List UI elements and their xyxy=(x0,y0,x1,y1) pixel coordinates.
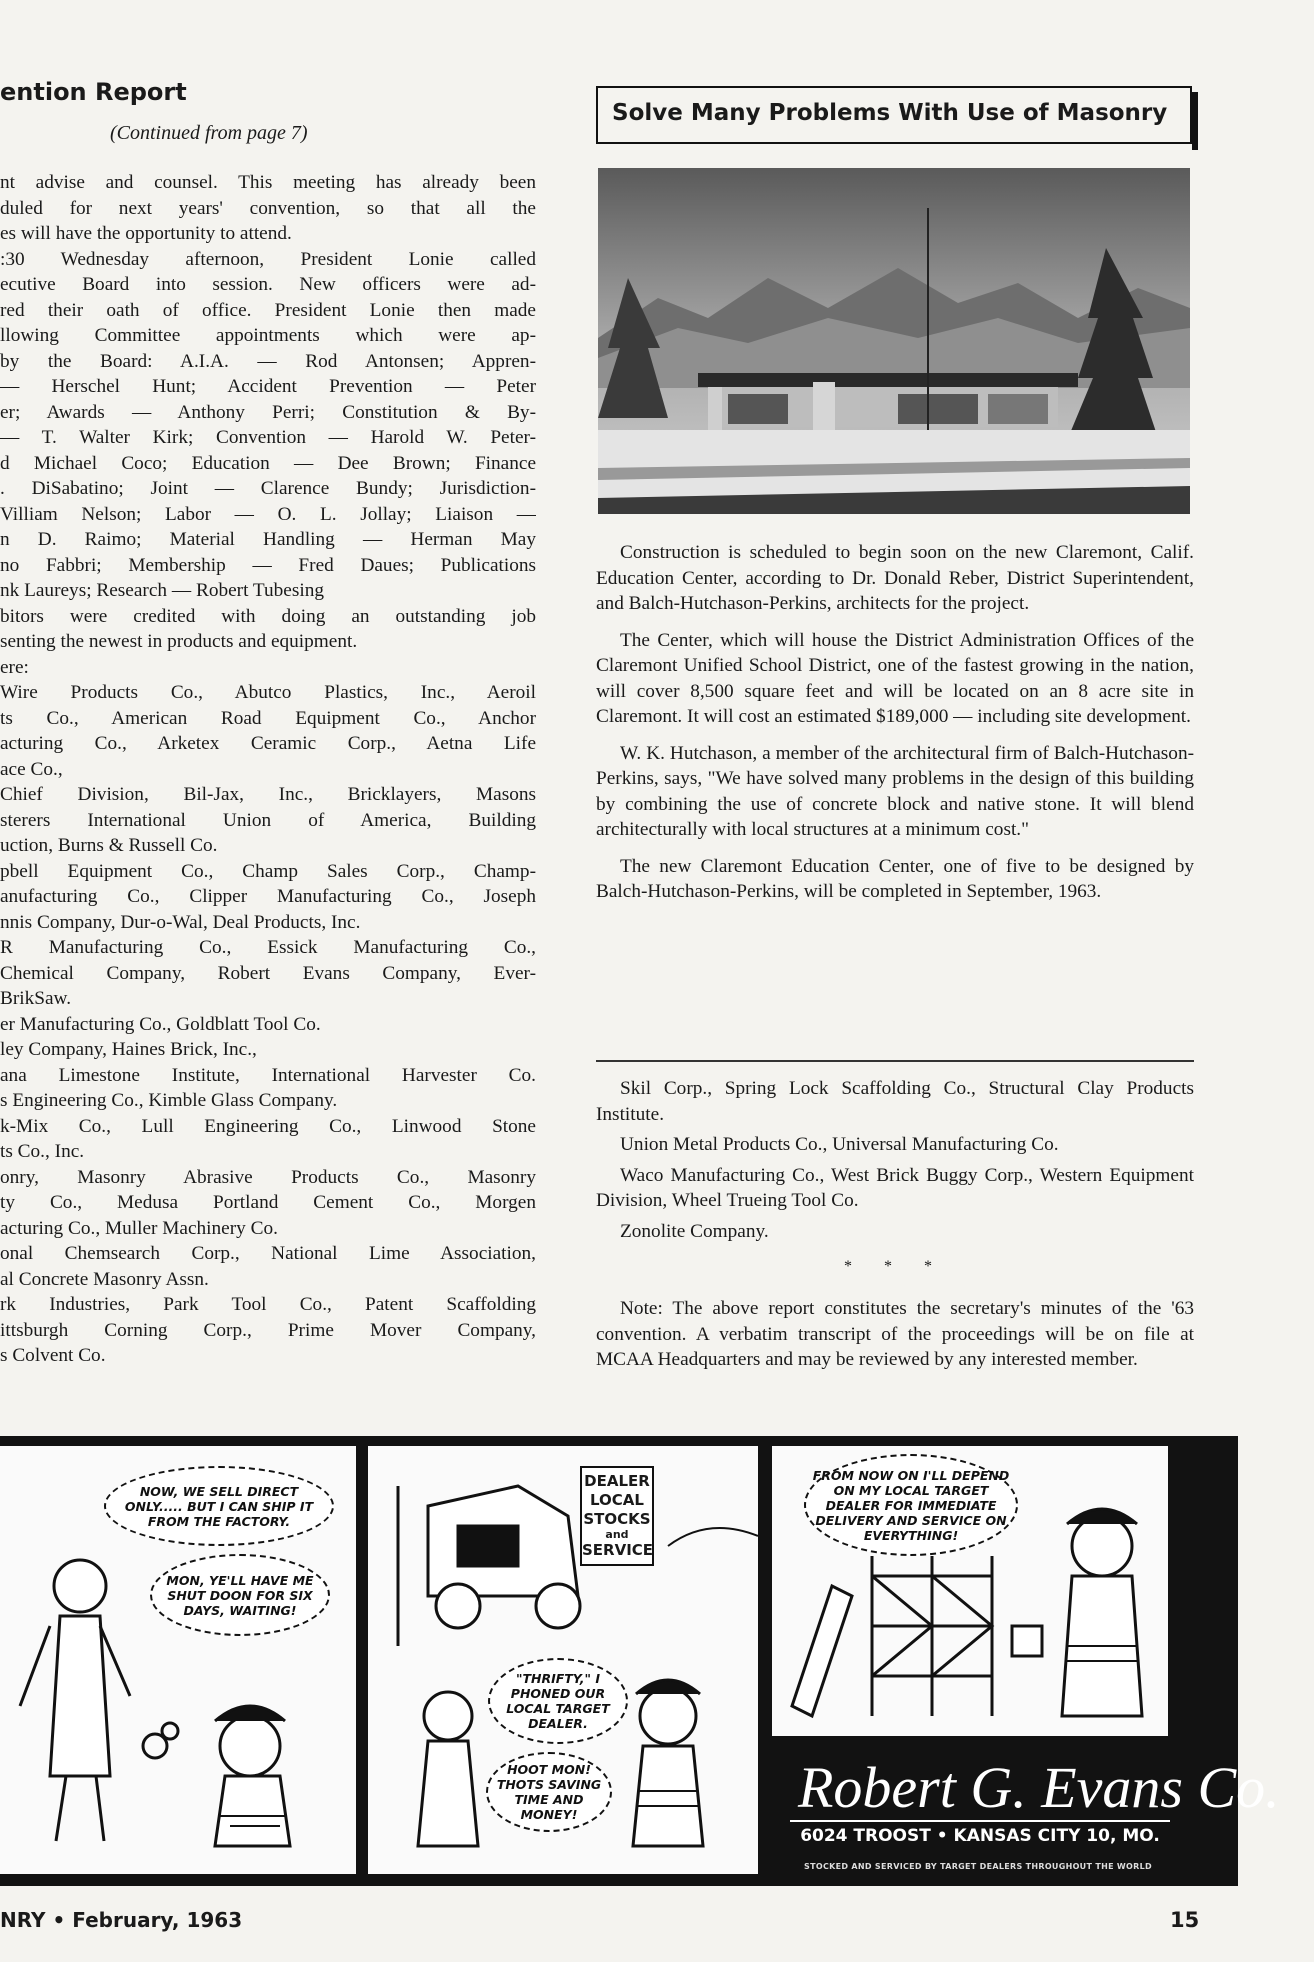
body-line: duled for next years' convention, so that all the xyxy=(0,197,536,219)
body-line: onal Chemsearch Corp., National Lime Association, xyxy=(0,1243,536,1264)
cartoon-panel-2 xyxy=(368,1446,758,1874)
list-item: Waco Manufacturing Co., West Brick Buggy Corp., Western Equipment Division, Wheel Trueing Tool Co. xyxy=(596,1164,1194,1211)
sign-line: STOCKS xyxy=(583,1510,651,1528)
body-line: d Michael Coco; Education — Dee Brown; Finance xyxy=(0,452,536,474)
body-line: R Manufacturing Co., Essick Manufacturing Co., xyxy=(0,937,536,958)
body-line: ace Co., xyxy=(0,758,63,780)
cartoon-panel-1 xyxy=(0,1446,356,1874)
sign-line: DEALER xyxy=(584,1472,650,1490)
body-line: er; Awards — Anthony Perri; Constitution & By- xyxy=(0,401,536,423)
body-line: ana Limestone Institute, International Harvester Co. xyxy=(0,1064,536,1086)
article-title-box xyxy=(596,86,1192,144)
speech-bubble: "THRIFTY," I PHONED OUR LOCAL TARGET DEALER. xyxy=(488,1658,628,1744)
ad-fine-print: STOCKED AND SERVICED BY TARGET DEALERS THROUGHOUT THE WORLD xyxy=(804,1862,1152,1871)
body-line: by the Board: A.I.A. — Rod Antonsen; Appren- xyxy=(0,350,536,372)
footer-issue-date: NRY • February, 1963 xyxy=(0,1908,243,1932)
speech-bubble: HOOT MON! THOTS SAVING TIME AND MONEY! xyxy=(486,1752,612,1832)
body-line: Chief Division, Bil-Jax, Inc., Bricklayers, Masons xyxy=(0,784,536,805)
building-rendering-image xyxy=(598,168,1190,514)
body-line: es will have the opportunity to attend. xyxy=(0,223,292,244)
body-line: Chemical Company, Robert Evans Company, Ever- xyxy=(0,962,536,984)
body-line: ley Company, Haines Brick, Inc., xyxy=(0,1039,257,1060)
body-line: anufacturing Co., Clipper Manufacturing Co., Joseph xyxy=(0,886,536,907)
dealer-sign xyxy=(580,1466,654,1566)
body-line: no Fabbri; Membership — Fred Daues; Publications xyxy=(0,554,536,576)
body-line: nk Laureys; Research — Robert Tubesing xyxy=(0,580,324,601)
body-line: n D. Raimo; Material Handling — Herman May xyxy=(0,529,536,550)
article-paragraph: W. K. Hutchason, a member of the architectural firm of Balch-Hutchason-Perkins, says, "We have solved many problems in the design of this building by combining the use of concrete block and native stone. It will blend architecturally with local structures at a minimum cost." xyxy=(596,742,1194,840)
body-line: llowing Committee appointments which were ap- xyxy=(0,325,536,346)
body-line: bitors were credited with doing an outstanding job xyxy=(0,605,536,627)
section-heading: ention Report xyxy=(0,78,187,106)
speech-bubble: NOW, WE SELL DIRECT ONLY..... BUT I CAN SHIP IT FROM THE FACTORY. xyxy=(104,1466,334,1546)
section-separator: * * * xyxy=(844,1258,946,1275)
body-line: ts Co., American Road Equipment Co., Anchor xyxy=(0,707,536,729)
body-line: ere: xyxy=(0,656,29,678)
body-line: uction, Burns & Russell Co. xyxy=(0,835,218,856)
article-title: Solve Many Problems With Use of Masonry xyxy=(612,100,1168,126)
body-line: Villiam Nelson; Labor — O. L. Jollay; Liaison — xyxy=(0,503,536,525)
body-line: red their oath of office. President Lonie then made xyxy=(0,299,536,321)
body-line: k-Mix Co., Lull Engineering Co., Linwood Stone xyxy=(0,1115,536,1137)
body-line: onry, Masonry Abrasive Products Co., Masonry xyxy=(0,1166,536,1188)
body-line: :30 Wednesday afternoon, President Lonie called xyxy=(0,248,536,270)
article-paragraph: Construction is scheduled to begin soon on the new Claremont, Calif. Education Center, according to Dr. Donald Reber, District Superintendent, and Balch-Hutchason-Perkins, architects for the project. xyxy=(596,542,1194,614)
body-line: Wire Products Co., Abutco Plastics, Inc., Aeroil xyxy=(0,682,536,703)
sign-line: SERVICE xyxy=(582,1541,654,1559)
speech-bubble: MON, YE'LL HAVE ME SHUT DOON FOR SIX DAYS, WAITING! xyxy=(150,1554,330,1636)
list-item: Zonolite Company. xyxy=(620,1220,769,1242)
evans-company-logo: Robert G. Evans Co. xyxy=(798,1755,1280,1820)
body-line: ts Co., Inc. xyxy=(0,1141,85,1162)
body-line: acturing Co., Muller Machinery Co. xyxy=(0,1217,278,1239)
sign-line: LOCAL xyxy=(590,1491,644,1509)
body-line: sterers International Union of America, Building xyxy=(0,809,536,831)
note-paragraph: Note: The above report constitutes the secretary's minutes of the '63 convention. A verbatim transcript of the proceedings will be on file at MCAA Headquarters and may be reviewed by any interested member. xyxy=(596,1298,1194,1370)
body-line: — T. Walter Kirk; Convention — Harold W. Peter- xyxy=(0,427,536,448)
body-line: ecutive Board into session. New officers were ad- xyxy=(0,274,536,295)
body-line: nt advise and counsel. This meeting has already been xyxy=(0,172,536,193)
body-line: nnis Company, Dur-o-Wal, Deal Products, Inc. xyxy=(0,911,361,933)
exhibitor-list-continued xyxy=(596,1076,1194,1249)
body-line: ty Co., Medusa Portland Cement Co., Morgen xyxy=(0,1192,536,1213)
body-line: rk Industries, Park Tool Co., Patent Scaffolding xyxy=(0,1294,536,1315)
body-line: er Manufacturing Co., Goldblatt Tool Co. xyxy=(0,1013,321,1035)
page-number: 15 xyxy=(1170,1908,1200,1932)
advertisement xyxy=(0,1436,1280,1886)
continued-note: (Continued from page 7) xyxy=(110,122,308,144)
body-line: pbell Equipment Co., Champ Sales Corp., Champ- xyxy=(0,860,536,882)
body-line: al Concrete Masonry Assn. xyxy=(0,1268,209,1290)
article-body xyxy=(596,540,1194,916)
sign-line: and xyxy=(605,1528,629,1541)
body-line: . DiSabatino; Joint — Clarence Bundy; Jurisdiction- xyxy=(0,478,536,499)
body-line: senting the newest in products and equipment. xyxy=(0,631,358,652)
logo-underline xyxy=(790,1820,1170,1822)
body-line: s Engineering Co., Kimble Glass Company. xyxy=(0,1090,338,1111)
body-line: acturing Co., Arketex Ceramic Corp., Aetna Life xyxy=(0,733,536,754)
column-divider-rule xyxy=(596,1060,1194,1062)
list-item: Skil Corp., Spring Lock Scaffolding Co., Structural Clay Products Institute. xyxy=(596,1078,1194,1125)
speech-bubble: FROM NOW ON I'LL DEPEND ON MY LOCAL TARGET DEALER FOR IMMEDIATE DELIVERY AND SERVICE ON EVERYTHING! xyxy=(804,1454,1018,1556)
cartoon-panel-3 xyxy=(772,1446,1168,1736)
body-line: ittsburgh Corning Corp., Prime Mover Company, xyxy=(0,1319,536,1341)
title-box-shadow xyxy=(1192,92,1198,150)
company-address: 6024 TROOST • KANSAS CITY 10, MO. xyxy=(800,1826,1160,1846)
body-line: s Colvent Co. xyxy=(0,1345,106,1366)
article-paragraph: The Center, which will house the District Administration Offices of the Claremont Unified School District, one of the fastest growing in the nation, will cover 8,500 square feet and will be located on an 8 acre site in Claremont. It will cost an estimated $189,000 — including site development. xyxy=(596,629,1194,727)
article-paragraph: The new Claremont Education Center, one of five to be designed by Balch-Hutchason-Perkins, will be completed in September, 1963. xyxy=(596,855,1194,902)
body-line: — Herschel Hunt; Accident Prevention — Peter xyxy=(0,376,536,397)
body-line: BrikSaw. xyxy=(0,988,72,1009)
list-item: Union Metal Products Co., Universal Manufacturing Co. xyxy=(620,1134,1059,1155)
left-body-text xyxy=(0,170,536,1369)
